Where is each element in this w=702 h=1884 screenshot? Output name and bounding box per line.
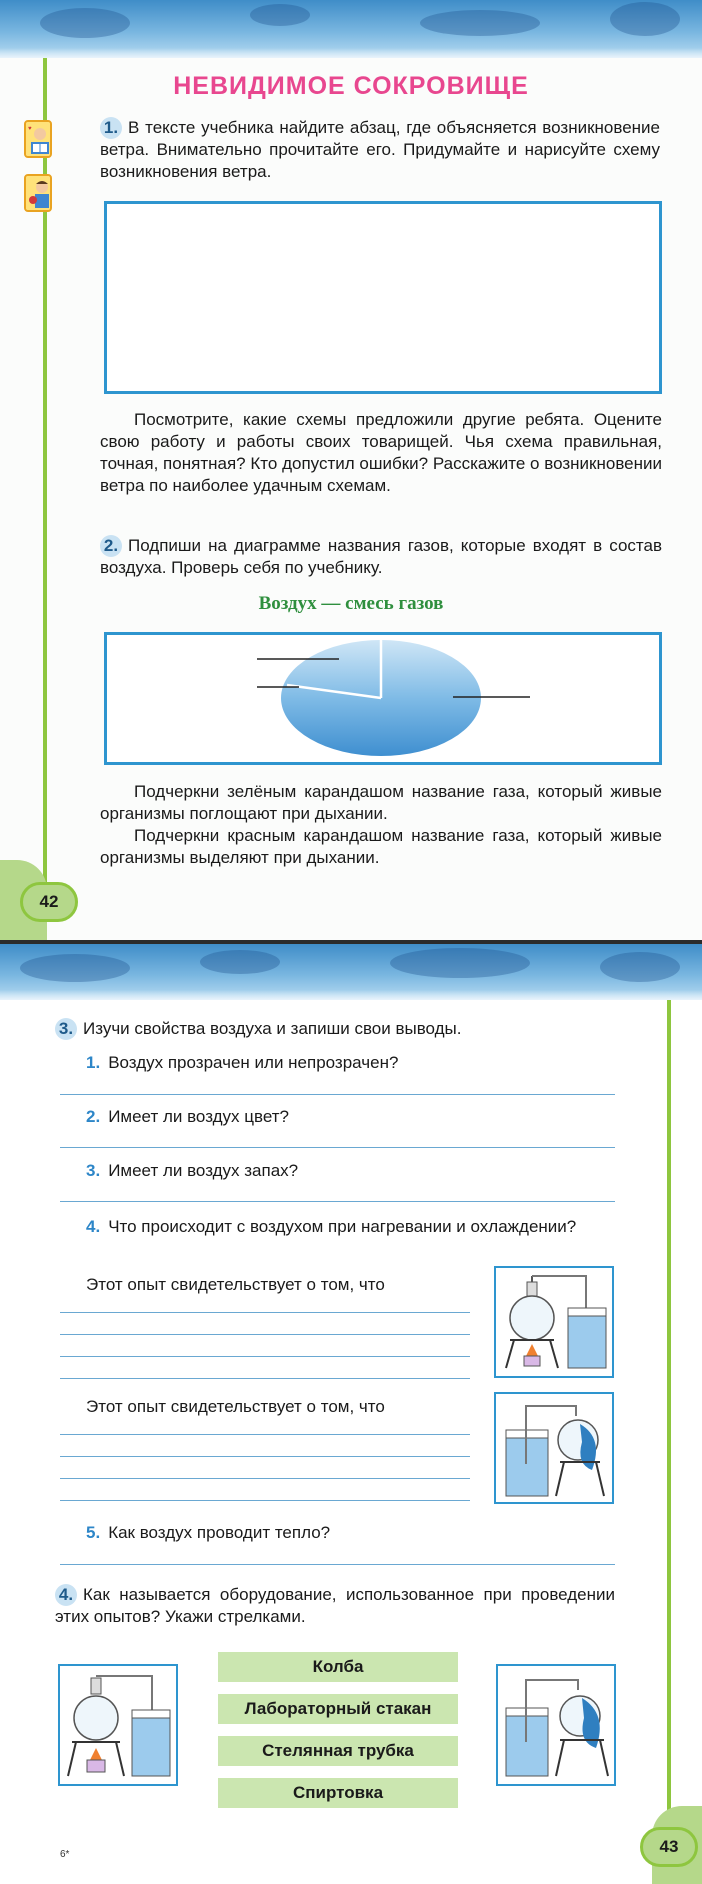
question-1: [86, 1052, 626, 1074]
label-lab-beaker[interactable]: Лабораторный стакан: [218, 1694, 458, 1724]
task-number: 3.: [55, 1018, 77, 1040]
page-43: [0, 944, 702, 1884]
task-number: 4.: [55, 1584, 77, 1606]
task-number: 1.: [100, 117, 122, 139]
question-number: 1.: [86, 1053, 101, 1072]
question-number: 3.: [86, 1161, 101, 1180]
task-4-text: Как называется оборудование, использованное при проведении этих опытов? Укажи стрелками.: [55, 1585, 615, 1626]
answer-line[interactable]: [60, 1434, 470, 1435]
answer-line[interactable]: [60, 1334, 470, 1335]
note-red: Подчеркни красным карандашом название газа, который живые организмы выделяют при дыхании.: [100, 826, 662, 867]
equipment-image-right: [496, 1664, 616, 1786]
answer-line[interactable]: [60, 1378, 470, 1379]
task-number: 2.: [100, 535, 122, 557]
question-5: [86, 1522, 626, 1544]
answer-line[interactable]: [60, 1094, 615, 1095]
label-spirit-lamp[interactable]: Спиртовка: [218, 1778, 458, 1808]
note-green: Подчеркни зелёным карандашом название газа, который живые организмы поглощают при дыхании.: [100, 782, 662, 823]
question-text: Имеет ли воздух запах?: [108, 1161, 299, 1180]
answer-line[interactable]: [60, 1456, 470, 1457]
task-1: [100, 117, 660, 183]
task-2-text: Подпиши на диаграмме названия газов, которые входят в состав воздуха. Проверь себя по учебнику.: [100, 536, 662, 577]
page-42: [0, 0, 702, 940]
question-4: [55, 1216, 615, 1238]
question-text: Что происходит с воздухом при нагревании и охлаждении?: [108, 1217, 577, 1236]
question-2: [86, 1106, 626, 1128]
page-number: 43: [640, 1827, 698, 1867]
air-composition-diagram: [107, 635, 659, 762]
book-reading-icon: [24, 120, 52, 158]
answer-line[interactable]: [60, 1356, 470, 1357]
page-number: 42: [20, 882, 78, 922]
task-1-followup: Посмотрите, какие схемы предложили другие ребята. Оцените свою работу и работы своих товарищей. Чья схема правильная, точная, понятная? Кто допустил ошибки? Расскажите о возникновении ветра по наиболее удачным схемам.: [100, 410, 662, 495]
question-number: 5.: [86, 1523, 101, 1542]
label-glass-tube[interactable]: Стелянная трубка: [218, 1736, 458, 1766]
question-text: Имеет ли воздух цвет?: [108, 1107, 289, 1126]
task-4: [55, 1584, 615, 1628]
experiment-prompt-2: Этот опыт свидетельствует о том, что: [86, 1397, 385, 1416]
equipment-image-left: [58, 1664, 178, 1786]
question-number: 4.: [86, 1217, 101, 1236]
answer-line[interactable]: [60, 1564, 615, 1565]
answer-line[interactable]: [60, 1147, 615, 1148]
question-text: Как воздух проводит тепло?: [108, 1523, 331, 1542]
task-2: [100, 535, 662, 579]
svg-text:♥: ♥: [28, 126, 32, 132]
header-banner: [0, 0, 702, 58]
experiment-prompt-1: Этот опыт свидетельствует о том, что: [86, 1275, 385, 1294]
answer-line[interactable]: [60, 1500, 470, 1501]
gas-diagram-frame: [104, 632, 662, 765]
task-3-text: Изучи свойства воздуха и запиши свои выводы.: [83, 1019, 462, 1038]
answer-line[interactable]: [60, 1312, 470, 1313]
question-text: Воздух прозрачен или непрозрачен?: [108, 1053, 399, 1072]
answer-line[interactable]: [60, 1201, 615, 1202]
answer-line[interactable]: [60, 1478, 470, 1479]
label-flask[interactable]: Колба: [218, 1652, 458, 1682]
child-thinking-icon: [24, 174, 52, 212]
question-number: 2.: [86, 1107, 101, 1126]
footnote-mark: 6*: [60, 1849, 70, 1860]
question-3: [86, 1160, 626, 1182]
page-title: НЕВИДИМОЕ СОКРОВИЩЕ: [173, 72, 529, 100]
task-1-text: В тексте учебника найдите абзац, где объясняется возникновение ветра. Внимательно прочитайте его. Придумайте и нарисуйте схему возникновения ветра.: [100, 118, 660, 181]
header-banner: [0, 944, 702, 1000]
drawing-area-wind-scheme[interactable]: [104, 201, 662, 394]
diagram-title: Воздух — смесь газов: [258, 593, 444, 614]
task-3: [55, 1018, 615, 1040]
margin-line: [667, 1000, 671, 1830]
experiment-heating-image: [494, 1266, 614, 1378]
experiment-cooling-image: [494, 1392, 614, 1504]
